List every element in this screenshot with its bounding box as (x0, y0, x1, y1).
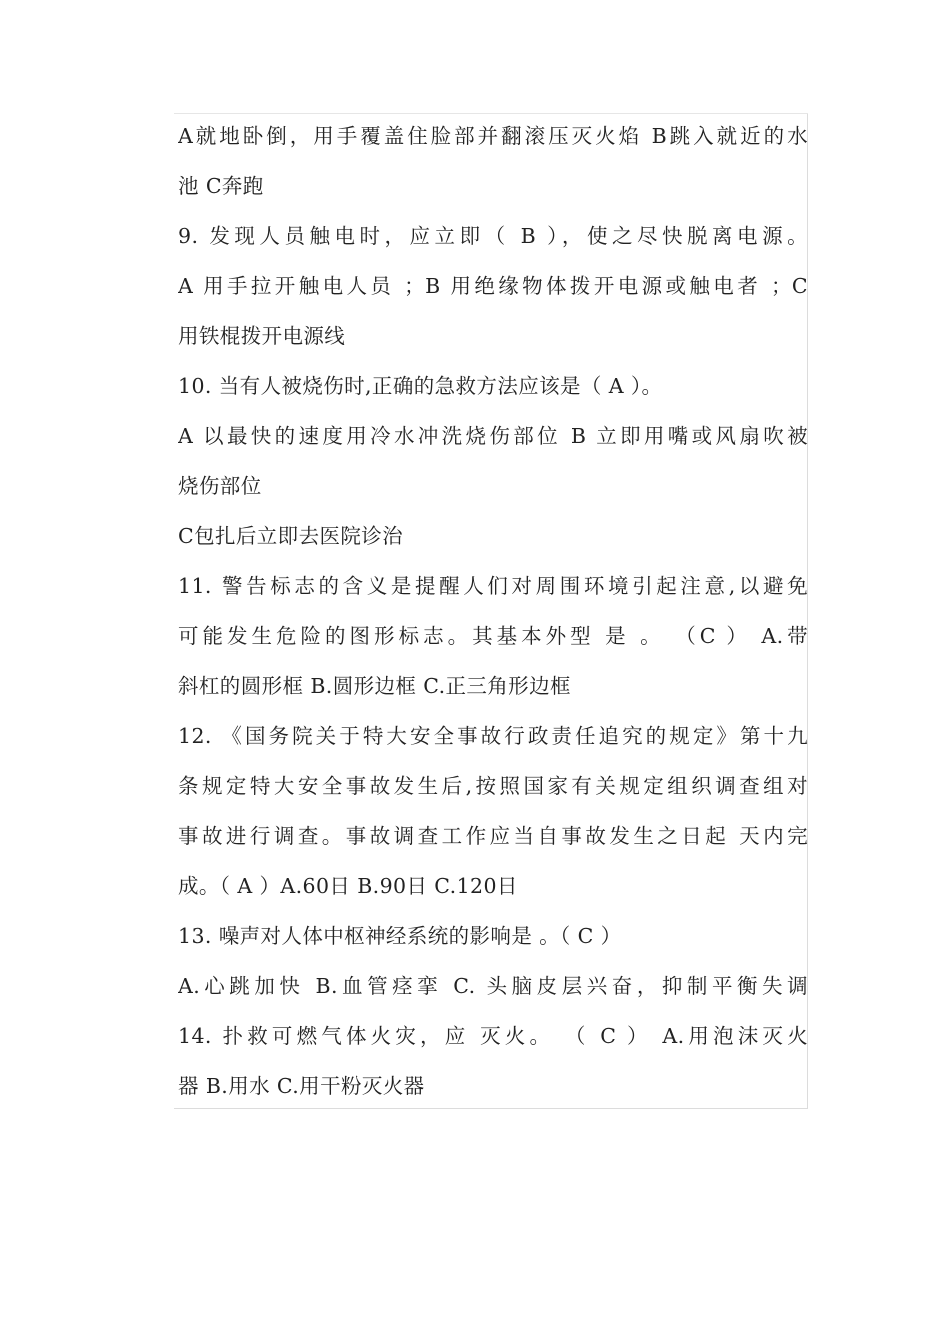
question-14-options: 器 B.用水 C.用干粉灭火器 (178, 1074, 425, 1098)
question-12-options: 成。（ A ）A.60日 B.90日 C.120日 (178, 874, 518, 898)
question-10-options-2: 烧伤部位 (178, 474, 262, 498)
question-9-options-1: A 用手拉开触电人员 ；B 用绝缘物体拨开电源或触电者 ；C (178, 274, 808, 298)
page-top-rule (174, 113, 808, 114)
option-line-fire-escape-1: A就地卧倒，用手覆盖住脸部并翻滚压灭火焰 B跳入就近的水 (178, 124, 808, 148)
page-frame (174, 113, 808, 1109)
question-9: 9. 发现人员触电时，应立即（ B ），使之尽快脱离电源。 (178, 224, 808, 248)
question-11-cont: 可能发生危险的图形标志。其基本外型 是 。 （C ） A.带 (178, 624, 808, 648)
question-9-options-2: 用铁棍拨开电源线 (178, 324, 346, 348)
question-10: 10. 当有人被烧伤时,正确的急救方法应该是（ A ）。 (178, 374, 663, 398)
question-13-options: A.心跳加快 B.血管痉挛 C. 头脑皮层兴奋，抑制平衡失调 (178, 974, 808, 998)
question-11-options: 斜杠的圆形框 B.圆形边框 C.正三角形边框 (178, 674, 571, 698)
question-10-options-3: C包扎后立即去医院诊治 (178, 524, 404, 548)
question-12-cont-1: 条规定特大安全事故发生后,按照国家有关规定组织调查组对 (178, 774, 808, 798)
question-12-cont-2: 事故进行调查。事故调查工作应当自事故发生之日起 天内完 (178, 824, 808, 848)
question-11: 11. 警告标志的含义是提醒人们对周围环境引起注意,以避免 (178, 574, 808, 598)
question-14: 14. 扑救可燃气体火灾，应 灭火。 （ C ） A.用泡沫灭火 (178, 1024, 808, 1048)
option-line-fire-escape-2: 池 C奔跑 (178, 174, 264, 198)
question-12: 12. 《国务院关于特大安全事故行政责任追究的规定》第十九 (178, 724, 808, 748)
question-10-options-1: A 以最快的速度用冷水冲洗烧伤部位 B 立即用嘴或风扇吹被 (178, 424, 808, 448)
question-13: 13. 噪声对人体中枢神经系统的影响是 。（ C ） (178, 924, 622, 948)
